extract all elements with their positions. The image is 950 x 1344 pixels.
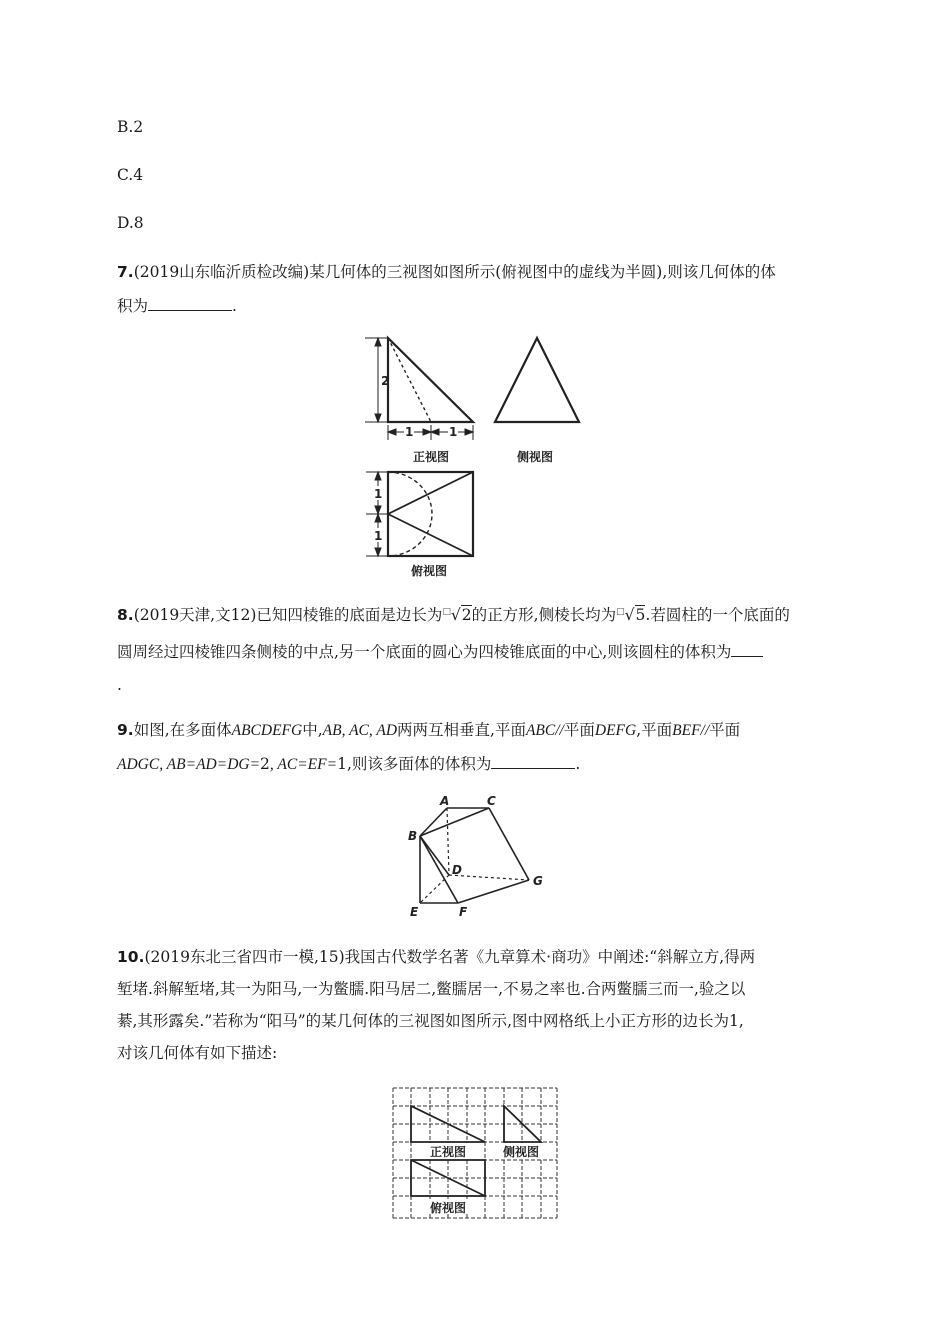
q8-text-2: 的正方形,侧棱长均为 bbox=[471, 606, 617, 624]
q9-condition-1-value: 2 bbox=[260, 755, 270, 773]
q7-text-2: 积为 bbox=[117, 297, 149, 315]
q8-text-1: (2019天津,文12)已知四棱锥的底面是边长为 bbox=[133, 606, 443, 624]
q9-answer-blank[interactable] bbox=[491, 752, 575, 769]
q9-plane-abc: ABC// bbox=[525, 722, 564, 739]
q9-polyhedron-name: ABCDEFG bbox=[231, 722, 303, 739]
q9-text-2: 中, bbox=[302, 721, 323, 739]
q7-three-views-figure bbox=[355, 330, 595, 580]
q10-text-1: (2019东北三省四市一模,15)我国古代数学名著《九章算术·商功》中阐述:“斜解立方,得两 bbox=[144, 948, 756, 966]
q10-paragraph bbox=[117, 941, 837, 1069]
q9-line1 bbox=[117, 720, 740, 741]
q10-line2: 堑堵.斜解堑堵,其一为阳马,一为鳖臑.阳马居二,鳖臑居一,不易之率也.合两鳖臑三而一,验之以 bbox=[117, 980, 746, 998]
q10-line4: 对该几何体有如下描述: bbox=[117, 1044, 278, 1062]
q8-radicand-2: 5 bbox=[635, 606, 646, 624]
q9-text-4: 平面 bbox=[563, 721, 595, 739]
q9-point-f: F bbox=[459, 905, 468, 919]
q7-label-w2: 1 bbox=[449, 425, 458, 439]
q9-condition-1: , AB=AD=DG= bbox=[159, 756, 261, 773]
q7-label-w1: 1 bbox=[405, 425, 414, 439]
q8-radical-2: □√5 bbox=[616, 606, 646, 624]
q7-side-label: 侧视图 bbox=[517, 450, 554, 464]
q9-text-6: 平面 bbox=[709, 721, 741, 739]
q7-front-label: 正视图 bbox=[413, 450, 450, 464]
q10-top-label: 俯视图 bbox=[430, 1201, 467, 1215]
q7-side-view bbox=[495, 338, 579, 422]
q9-edges: AB, AC, AD bbox=[322, 722, 398, 739]
q8-answer-blank[interactable] bbox=[731, 640, 763, 657]
q7-top-label-1b: 1 bbox=[374, 529, 383, 543]
q10-number: 10. bbox=[117, 948, 145, 966]
q8-line2 bbox=[117, 640, 763, 662]
q8-line1 bbox=[117, 605, 790, 628]
q7-top-view bbox=[366, 472, 473, 556]
q7-period: . bbox=[232, 297, 237, 315]
q9-point-a: A bbox=[440, 794, 450, 808]
q9-polyhedron-figure bbox=[400, 790, 560, 920]
q7-answer-blank[interactable] bbox=[148, 294, 232, 311]
q8-radical-1: □√2 bbox=[442, 606, 472, 624]
option-d: D.8 bbox=[117, 214, 144, 232]
q9-text-5: ,平面 bbox=[636, 721, 673, 739]
q8-line3: . bbox=[117, 676, 122, 694]
option-c: C.4 bbox=[117, 166, 144, 184]
q7-line1 bbox=[117, 262, 776, 282]
q9-condition-2-value: 1 bbox=[337, 755, 347, 773]
q7-number: 7. bbox=[117, 263, 134, 281]
q7-line2 bbox=[117, 294, 237, 316]
q7-top-label: 俯视图 bbox=[411, 564, 448, 578]
q10-grid-three-views-figure bbox=[390, 1083, 560, 1223]
q7-top-label-1a: 1 bbox=[374, 487, 383, 501]
q9-plane-bef: BEF// bbox=[672, 722, 710, 739]
q8-text-4: 圆周经过四棱锥四条侧棱的中点,另一个底面的圆心为四棱锥底面的中心,则该圆柱的体积为 bbox=[117, 643, 732, 661]
q8-radicand-1: 2 bbox=[461, 606, 472, 624]
q10-line1 bbox=[117, 941, 837, 973]
q9-number: 9. bbox=[117, 721, 134, 739]
q9-point-b: B bbox=[408, 829, 418, 843]
q9-text-1: 如图,在多面体 bbox=[133, 721, 232, 739]
q9-plane-adgc: ADGC bbox=[117, 756, 160, 773]
q9-point-g: G bbox=[533, 874, 543, 888]
q8-number: 8. bbox=[117, 606, 134, 624]
q9-plane-defg: DEFG bbox=[594, 722, 637, 739]
q7-label-height: 2 bbox=[381, 374, 390, 388]
q9-condition-2: , AC=EF= bbox=[269, 756, 338, 773]
q10-front-label: 正视图 bbox=[430, 1145, 467, 1159]
q9-text-3: 两两互相垂直,平面 bbox=[397, 721, 526, 739]
q9-point-e: E bbox=[410, 905, 419, 919]
q8-text-3: .若圆柱的一个底面的 bbox=[645, 606, 790, 624]
q9-point-d: D bbox=[452, 863, 462, 877]
q7-text: (2019山东临沂质检改编)某几何体的三视图如图所示(俯视图中的虚线为半圆),则该几何体的体 bbox=[133, 263, 776, 281]
q9-point-c: C bbox=[487, 794, 496, 808]
q9-line2 bbox=[117, 752, 580, 775]
q9-text-7: ,则该多面体的体积为 bbox=[346, 755, 492, 773]
q10-side-label: 侧视图 bbox=[503, 1145, 540, 1159]
q9-period: . bbox=[575, 755, 581, 773]
q10-line3: 綦,其形露矣.”若称为“阳马”的某几何体的三视图如图所示,图中网格纸上小正方形的边长为1, bbox=[117, 1012, 744, 1030]
option-b: B.2 bbox=[117, 118, 144, 136]
